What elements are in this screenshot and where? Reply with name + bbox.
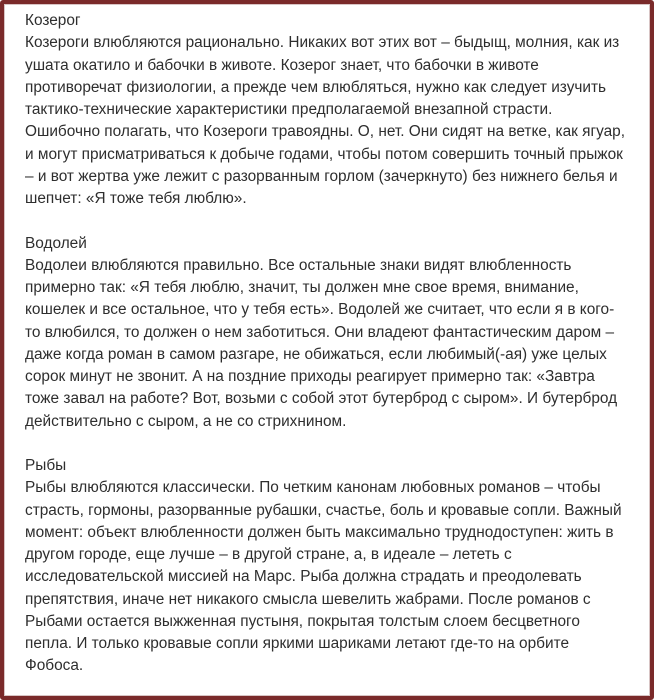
text-line: то влюбился, то должен о нем заботиться. Они владеют фантастическим даром –	[25, 323, 615, 341]
text-line: препятствия, иначе нет никакого смысла шевелить жабрами. После романов с	[25, 590, 591, 608]
text-line: другом городе, еще лучше – в другой стране, а, в идеале – лететь с	[25, 546, 512, 563]
text-line: Рыбы влюбляются классически. По четким канонам любовных романов – чтобы	[25, 479, 601, 497]
text-line: страсть, гормоны, разорванные рубашки, счастье, боль и кровавые сопли. Важный	[25, 501, 622, 519]
text-line: и могут присматриваться к добыче годами, чтобы потом совершить точный прыжок	[25, 145, 623, 163]
text-line: Фобоса.	[25, 657, 84, 675]
text-line: тактико-технические характеристики предполагаемой внезапной страсти.	[25, 101, 553, 118]
section-pisces	[25, 455, 629, 678]
text-line: противоречат физиологии, а прежде чем влюбляться, нужно как следует изучить	[25, 78, 607, 96]
text-line: примерно так: «Я тебя люблю, значит, ты должен мне свое время, внимание,	[25, 279, 579, 296]
text-line: Водолеи влюбляются правильно. Все остальные знаки видят влюбленность	[25, 256, 572, 274]
text-line: Козероги влюбляются рационально. Никаких вот этих вот – быдыщ, молния, как из	[25, 34, 620, 52]
text-line: пепла. И только кровавые сопли яркими шариками летают где-то на орбите	[25, 635, 570, 652]
section-heading: Козерог	[25, 12, 81, 29]
article-body	[25, 10, 629, 678]
text-line: сорок минут не звонит. А на поздние приходы реагирует примерно так: «Завтра	[25, 368, 595, 385]
section-heading: Рыбы	[25, 457, 67, 474]
text-line: исследовательской миссией на Марс. Рыба должна страдать и преодолевать	[25, 568, 582, 586]
text-line: кошелек и все остальное, что у тебя есть». Водолей же считает, что если я в кого-	[25, 301, 615, 319]
text-line: действительно с сыром, а не со стрихнином.	[25, 412, 347, 430]
text-line: шепчет: «Я тоже тебя люблю».	[25, 190, 247, 207]
text-line: ушата окатило и бабочки в животе. Козерог знает, что бабочки в животе	[25, 56, 539, 74]
text-line: даже когда роман в самом разгаре, не обижаться, если любимый(-ая) уже целых	[25, 345, 607, 363]
text-line: Рыбами остается выжженная пустыня, покрытая толстым слоем бесцветного	[25, 612, 580, 630]
section-aquarius	[25, 233, 629, 433]
text-line: – и вот жертва уже лежит с разорванным горлом (зачеркнуто) без нижнего белья и	[25, 167, 618, 185]
text-line: момент: объект влюбленности должен быть максимально труднодоступен: жить в	[25, 523, 614, 541]
section-capricorn	[25, 10, 629, 210]
text-line: тоже завал на работе? Вот, возьми с собой этот бутерброд с сыром». И бутерброд	[25, 390, 618, 408]
text-line: Ошибочно полагать, что Козероги травоядны. О, нет. Они сидят на ветке, как ягуар,	[25, 123, 626, 141]
section-heading: Водолей	[25, 234, 87, 252]
